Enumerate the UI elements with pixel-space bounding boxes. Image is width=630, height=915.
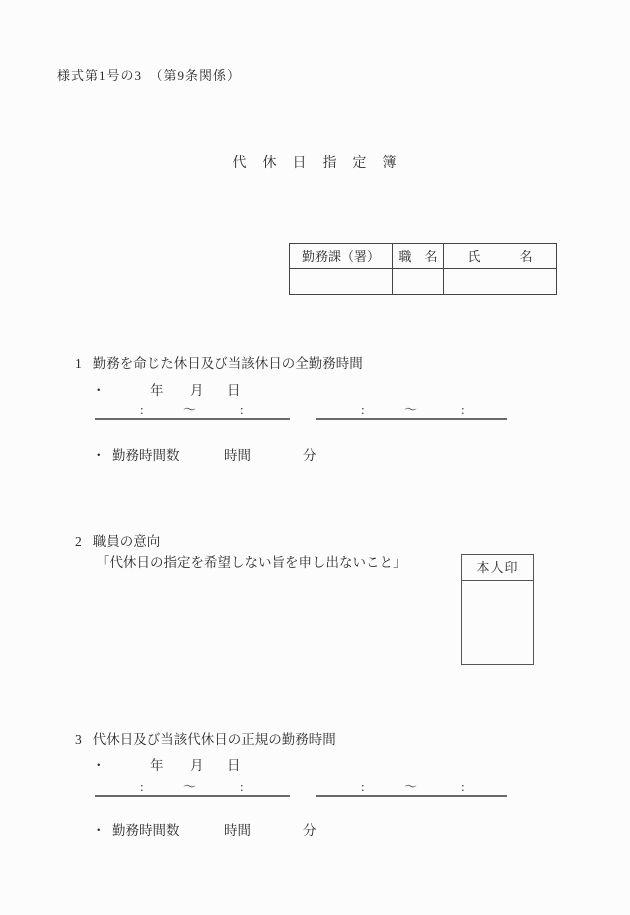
section2-title: 職員の意向: [92, 534, 161, 549]
section3-time-line: [0, 780, 630, 797]
section1-time-line: [0, 403, 630, 420]
section2-number: 2: [75, 534, 82, 549]
year-label: 年: [150, 758, 164, 773]
personal-seal-label: 本人印: [462, 555, 533, 581]
minutes-unit-label: 分: [303, 448, 317, 463]
colon-glyph: :: [140, 402, 144, 417]
section3-date-line: [0, 759, 630, 773]
section1-heading: [75, 357, 363, 371]
staff-table-header-row: [290, 244, 557, 269]
day-label: 日: [227, 758, 241, 773]
name-value-cell[interactable]: [444, 269, 557, 295]
year-label: 年: [150, 383, 164, 398]
colon-glyph: :: [461, 402, 465, 417]
page-title: 代 休 日 指 定 簿: [232, 156, 398, 171]
section3-hours-line: [0, 824, 630, 838]
colon-glyph: :: [140, 779, 144, 794]
bullet-glyph: ・: [92, 448, 106, 463]
month-label: 月: [190, 758, 204, 773]
staff-table: [289, 243, 557, 295]
tilde-glyph: ～: [183, 402, 197, 417]
time-range-blank-3[interactable]: [95, 780, 290, 797]
time-range-blank-2[interactable]: [316, 403, 507, 420]
bullet-glyph: ・: [92, 823, 106, 838]
working-hours-label: 勤務時間数: [112, 823, 180, 838]
colon-glyph: :: [361, 779, 365, 794]
hours-unit-label: 時間: [224, 823, 251, 838]
section1-number: 1: [75, 356, 82, 371]
tilde-glyph: ～: [404, 402, 418, 417]
colon-glyph: :: [240, 402, 244, 417]
position-value-cell[interactable]: [393, 269, 444, 295]
colon-glyph: :: [361, 402, 365, 417]
tilde-glyph: ～: [404, 779, 418, 794]
bullet-glyph: ・: [92, 383, 106, 398]
section2-note: 「代休日の指定を希望しない旨を申し出ないこと」: [96, 555, 407, 570]
day-label: 日: [227, 383, 241, 398]
personal-seal-box: [461, 554, 534, 665]
section3-heading: [75, 733, 336, 747]
personal-seal-stamp-area[interactable]: [462, 581, 533, 665]
section2-heading: [75, 535, 160, 549]
colon-glyph: :: [240, 779, 244, 794]
bullet-glyph: ・: [92, 758, 106, 773]
section1-title: 勤務を命じた休日及び当該休日の全勤務時間: [92, 356, 363, 371]
department-value-cell[interactable]: [290, 269, 393, 295]
month-label: 月: [190, 383, 204, 398]
hours-unit-label: 時間: [224, 448, 251, 463]
time-range-blank-4[interactable]: [316, 780, 507, 797]
section1-date-line: [0, 384, 630, 398]
time-range-blank-1[interactable]: [95, 403, 290, 420]
section3-title: 代休日及び当該代休日の正規の勤務時間: [92, 732, 336, 747]
form-number: 様式第1号の3 （第9条関係）: [57, 68, 242, 83]
header-name: 氏 名: [444, 244, 557, 269]
section1-hours-line: [0, 449, 630, 463]
minutes-unit-label: 分: [303, 823, 317, 838]
header-department: 勤務課（署）: [290, 244, 393, 269]
colon-glyph: :: [461, 779, 465, 794]
staff-table-value-row: [290, 269, 557, 295]
tilde-glyph: ～: [183, 779, 197, 794]
header-position: 職 名: [393, 244, 444, 269]
section3-number: 3: [75, 732, 82, 747]
working-hours-label: 勤務時間数: [112, 448, 180, 463]
